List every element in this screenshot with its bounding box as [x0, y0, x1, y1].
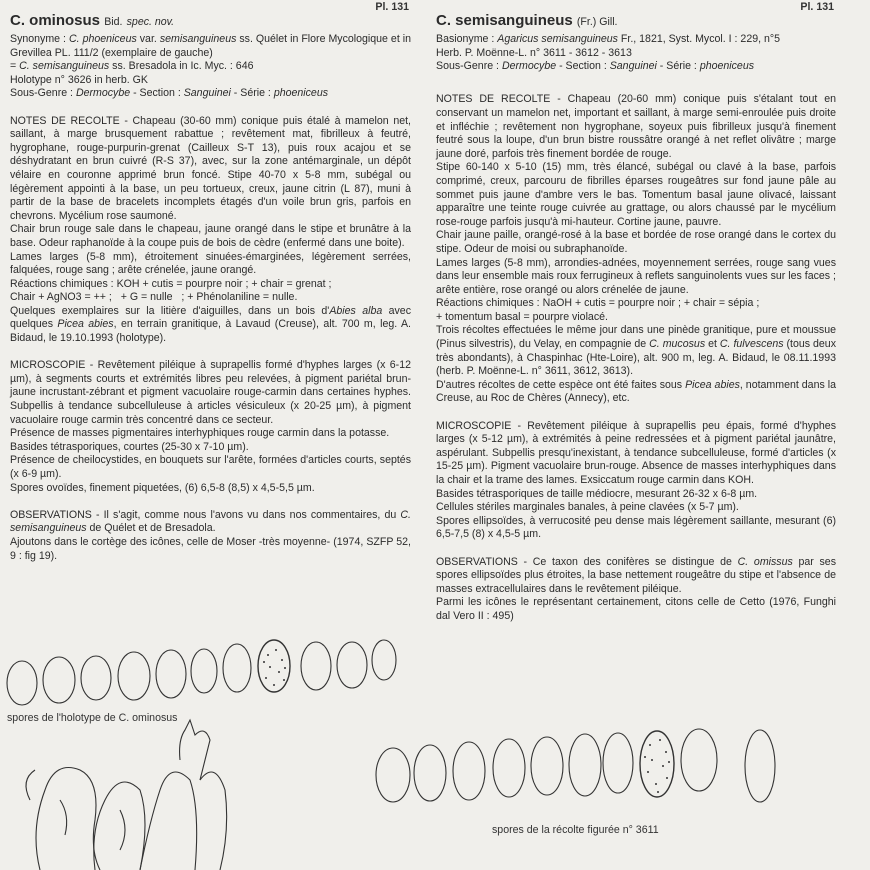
chemical-reactions: Réactions chimiques : KOH + cutis = pourpre noir ; + chair = grenat ; [10, 277, 332, 290]
microscopy-section: MICROSCOPIE - Revêtement piléique à suprapellis peu épais, formé d'hyphes larges (x 5-12 µm), à extrémités à peine redressées et à pigment pariétal jaunâtre, aspérulant. Subpellis presqu'inexistant, à tendance subcelluleuse, formé d'articles (x 15-25 µm). Pigment vacuolaire brun-rouge. Absence de masses interhyphiques dans la chair et la trame des lames. Exsiccatum rouge carmin dans KOH. [436, 419, 836, 486]
collections-description: Trois récoltes effectuées le même jour dans une pinède granitique, pure et moussue (Pinus silvestris), du Velay, en compagnie de C. mucosus et C. fulvescens (tous deux très abondants), à Chaspinhac (Hte-Loire), alt. 900 m, leg. A. Bidaud, le 08.11.1993 (herb. P. Moënne-L. n° 3611, 3612, 3613). [436, 324, 836, 378]
classification-line: Sous-Genre : Dermocybe - Section : Sanguinei - Série : phoeniceus [10, 87, 329, 100]
flesh-description: Chair jaune paille, orangé-rosé à la base et bordée de rose orangé dans le cortex du stipe. Odeur de moisi ou subraphanoïde. [436, 229, 836, 255]
spores-line: Spores ellipsoïdes, à verrucosité peu dense mais légèrement saillante, mesurant (6) 6,5-7,5 (8) x 4,5-5 µm. [436, 514, 836, 541]
cheilocystidia-line: Présence de cheilocystides, en bouquets sur l'arête, formées d'articles courts, septés (x 6-9 µm). [10, 454, 411, 480]
collection-3611-spores-drawing [376, 729, 775, 802]
holotype-spores-drawing [7, 640, 396, 705]
species-title-right: C. semisanguineus (Fr.) Gill. [436, 12, 618, 29]
observations-icons: Ajoutons dans le cortège des icônes, celle de Moser -très moyenne- (1974, SZFP 52, 9 : fig 19). [10, 535, 411, 562]
basidia-line: Basides tétrasporiques de taille médiocre, mesurant 26-32 x 6-8 µm. [436, 487, 758, 500]
holotype-line: Holotype n° 3626 in herb. GK [10, 73, 148, 86]
other-collections: D'autres récoltes de cette espèce ont été faites sous Picea abies, notamment dans la Creuse, au Roc de Chères (Annecy), etc. [436, 378, 836, 405]
plate-number-left: Pl. 131 [375, 1, 409, 13]
synonym-line-2: = C. semisanguineus ss. Bresadola in Ic. Myc. : 646 [10, 60, 254, 73]
basionym-line: Basionyme : Agaricus semisanguineus Fr., 1821, Syst. Mycol. I : 229, n°5 [436, 33, 781, 45]
observations-icons: Parmi les icônes le représentant certainement, citons celle de Cetto (1976, Funghi dal Vero II : 495) [436, 596, 836, 622]
chemical-reactions-2: + tomentum basal = pourpre violacé. [436, 310, 608, 323]
herbarium-line: Herb. P. Moënne-L. n° 3611 - 3612 - 3613 [436, 46, 632, 59]
specimens-description: Quelques exemplaires sur la litière d'aiguilles, dans un bois d'Abies alba avec quelques Picea abies, en terrain granitique, à Lavaud (Creuse), alt. 700 m, leg. A. Bidaud, le 19.10.1993 (holotype). [10, 304, 411, 345]
classification-line: Sous-Genre : Dermocybe - Section : Sanguinei - Série : phoeniceus [436, 60, 755, 73]
species-title-left: C. ominosus Bid. spec. nov. [10, 12, 175, 29]
plate-number-right: Pl. 131 [800, 1, 834, 13]
collection-spores-caption: spores de la récolte figurée n° 3611 [492, 824, 659, 836]
sterile-cells-line: Cellules stériles marginales banales, à peine clavées (x 5-7 µm). [436, 501, 739, 514]
chemical-reactions-2: Chair + AgNO3 = ++ ; + G = nulle ; + Phénolaniline = nulle. [10, 291, 298, 304]
microscopy-pigments: Présence de masses pigmentaires interhyphiques rouge carmin dans la potasse. [10, 427, 390, 440]
lamellae-description: Lames larges (5-8 mm), arrondies-adnées, moyennement serrées, rouge sang vues dans leur ensemble mais roux ferrugineux à reflets sanguinolents vues sur les faces ; arête entière, rose orangé ou alors crénelée de jaune. [436, 256, 836, 296]
flesh-description: Chair brun rouge sale dans le chapeau, jaune orangé dans le stipe et brunâtre à la base. Odeur raphanoïde à la coupe puis de bois de cèdre (enfermé dans une boite). [10, 223, 411, 249]
observations-section: OBSERVATIONS - Ce taxon des conifères se distingue de C. omissus par ses spores ellipsoïdes plus étroites, la base nettement rougeâtre du stipe et l'absence de masses extracellulaires dans le revêtement piléique. [436, 555, 836, 595]
synonym-line: Synonyme : C. phoeniceus var. semisanguineus ss. Quélet in Flore Mycologique et in Grevillea PL. 111/2 (exemplaire de gauche) [10, 33, 411, 59]
chemical-reactions: Réactions chimiques : NaOH + cutis = pourpre noir ; + chair = sépia ; [436, 297, 760, 310]
holotype-spores-caption: spores de l'holotype de C. ominosus [7, 712, 178, 724]
stippled-spore [263, 649, 286, 686]
collection-notes: NOTES DE RECOLTE - Chapeau (20-60 mm) conique puis s'étalant tout en conservant un mamelon net, important et saillant, à marge semi-enroulée puis droite et infléchie ; revêtement non hygrophane, soyeux puis fibrilleux jusqu'à finement feutré sous la loupe, d'un brun bistre roussâtre orangé à net reflet olivâtre ; marge jaune doré, parfois très finement bordée de rouge. [436, 93, 836, 160]
spores-line: Spores ovoïdes, finement piquetées, (6) 6,5-8 (8,5) x 4,5-5,5 µm. [10, 481, 315, 494]
observations-section: OBSERVATIONS - Il s'agit, comme nous l'avons vu dans nos commentaires, du C. semisanguineus de Quélet et de Bresadola. [10, 508, 411, 535]
stipe-description: Stipe 60-140 x 5-10 (15) mm, très élancé, subégal ou clavé à la base, parfois comprimé, creux, parcouru de fibrilles éparses rougeâtres sur fond jaune pâle au sommet puis jaune d'ambre vers le bas. Tomentum basal jaune olivacé, laissant apparaître une teinte rouge cuivrée au grattage, ou alors chaussé par le mycélium rose-rouge parfois jusqu'à mi-hauteur. Cortine jaune, pauvre. [436, 161, 836, 228]
collection-notes: NOTES DE RECOLTE - Chapeau (30-60 mm) conique puis étalé à mamelon net, saillant, à marge brusquement rabattue ; revêtement mat, fibrilleux à feutré, hygrophane, rouge-purpurin-grenat (Cailleux S-T 13), puis roux acajou et se déshydratant en brun cuivré (R-S 37), avec, sur la zone antémarginale, un dépôt vélaire en couronne apprimé brun foncé. Stipe 40-70 x 5-8 mm, subégal ou légèrement appointi à la base, un peu tortueux, creux, jaune citrin (L 87), muni à partir de la base de bracelets incomplets étagés d'un voile brun gris, parfois en chevrons. Mycélium rose saumoné. [10, 114, 411, 222]
microscopy-section: MICROSCOPIE - Revêtement piléique à suprapellis formé d'hyphes larges (x 6-12 µm), à segments courts et extrémités libres peu relevées, à pigment pariétal brun-jaune incrustant-zébrant et pigment vacuolaire rouge-carmin dans certaines hyphes. Subpellis à tendance subcelluleuse à articles vésiculeux (x 20-25 µm), à pigment vacuolaire rouge carmin très concentré dans ce secteur. [10, 359, 411, 426]
stippled-spore [644, 739, 670, 793]
basidia-line: Basides tétrasporiques, courtes (25-30 x 7-10 µm). [10, 440, 249, 453]
lamellae-description: Lames larges (5-8 mm), étroitement sinuées-émarginées, légèrement serrées, falquées, rouge sang ; arête crénelée, jaune orangé. [10, 250, 411, 277]
hyphae-illustration [26, 720, 227, 870]
